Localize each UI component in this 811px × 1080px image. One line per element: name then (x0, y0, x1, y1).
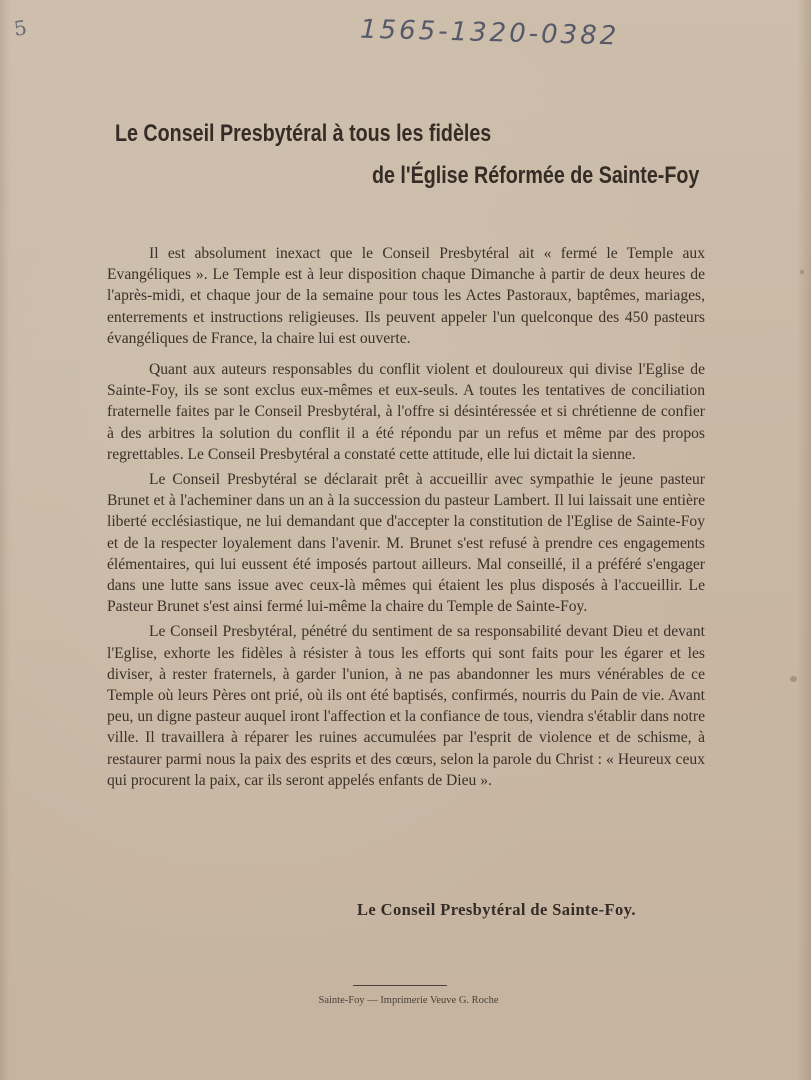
paragraph-2: Quant aux auteurs responsables du conflit violent et douloureux qui divise l'Eglise de Sainte-Foy, ils se sont exclus eux-mêmes et eux-seuls. A toutes les tentatives de conciliation fraternelle faites par le Conseil Presbytéral, à l'offre si désintéressée et si chrétienne de confier à des arbitres la solution du conflit il a été répondu par un refus et même par des propos regrettables. Le Conseil Presbytéral a constaté cette attitude, elle lui dictait la sienne. (107, 361, 705, 463)
printer-divider (353, 985, 447, 986)
handwritten-call-number: 1565-1320-0382 (359, 14, 620, 52)
paragraph-4: Le Conseil Presbytéral, pénétré du sentiment de sa responsabilité devant Dieu et devant l'Eglise, exhorte les fidèles à résister à tous les efforts qui sont faits pour les égarer et les diviser, à rester fraternels, à garder l'union, à ne pas abandonner les murs vénérables de ce Temple où leurs Pères ont prié, où ils ont été baptisés, confirmés, nourris du Pain de vie. Avant peu, un digne pasteur auquel iront l'affection et la confiance de tous, viendra s'établir dans notre ville. Il travaillera à réparer les ruines accumulées par l'esprit de violence et de schisme, à restaurer parmi nous la paix des esprits et des cœurs, selon la parole du Christ : « Heureux ceux qui procurent la paix, car ils seront appelés enfants de Dieu ». (107, 623, 705, 789)
title-line-2: de l'Église Réformée de Sainte-Foy (372, 162, 700, 189)
corner-handwritten-mark: 5 (12, 15, 29, 41)
paragraph-1: Il est absolument inexact que le Conseil Presbytéral ait « fermé le Temple aux Evangéliques ». Le Temple est à leur disposition chaque Dimanche à partir de deux heures de l'après-midi, et chaque jour de la semaine pour tous les Actes Pastoraux, baptêmes, mariages, enterrements et instructions religieuses. Ils peuvent appeler l'un quelconque des 450 pasteurs évangéliques de France, la chaire lui est ouverte. (107, 245, 705, 347)
signature: Le Conseil Presbytéral de Sainte-Foy. (357, 900, 636, 919)
page-edge-left (0, 0, 10, 1080)
paragraph-3: Le Conseil Presbytéral se déclarait prêt à accueillir avec sympathie le jeune pasteur Brunet et à l'acheminer dans un an à la succession du pasteur Lambert. Il lui laissait une entière liberté ecclésiastique, ne lui demandant que d'accepter la constitution de l'Eglise de Sainte-Foy et de la respecter loyalement dans l'avenir. M. Brunet s'est refusé à prendre ces engagements élémentaires, qui lui eussent été imposés partout ailleurs. Mal conseillé, il a préféré s'engager dans une lutte sans issue avec ceux-là mêmes qui étaient les plus disposés à l'accueillir. Le Pasteur Brunet s'est ainsi fermé lui-même la chaire du Temple de Sainte-Foy. (107, 471, 705, 616)
title-line-1: Le Conseil Presbytéral à tous les fidèles (115, 120, 492, 147)
paper-stain (790, 676, 797, 682)
letter-body (107, 243, 705, 795)
paper-stain (800, 270, 804, 274)
printer-imprint: Sainte-Foy — Imprimerie Veuve G. Roche (318, 995, 499, 1006)
